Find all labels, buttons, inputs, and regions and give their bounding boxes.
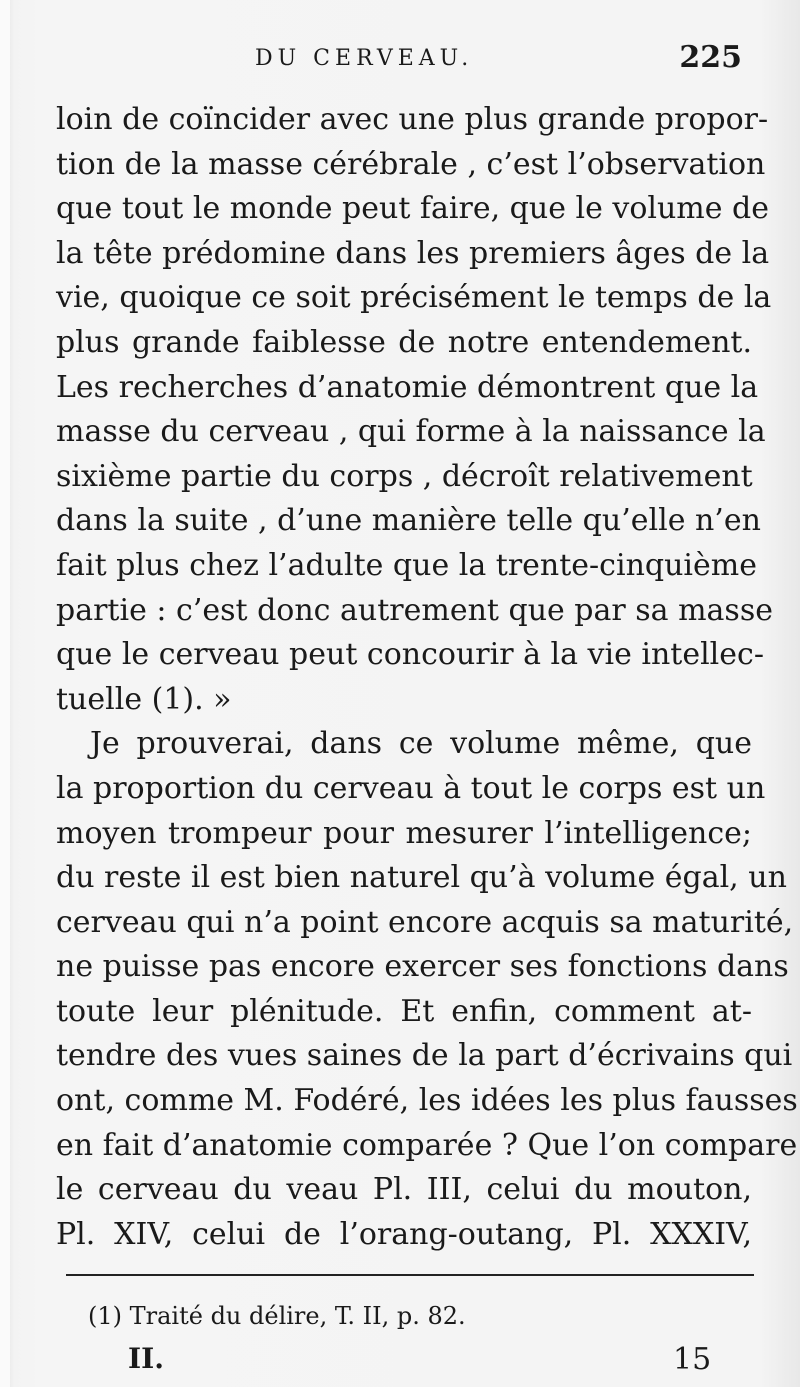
footnote: (1) Traité du délire, T. II, p. 82.	[88, 1302, 466, 1330]
paragraph-first-line: Je prouverai, dans ce volume même, que	[90, 726, 752, 762]
text-line: en fait d’anatomie comparée ? Que l’on compare	[56, 1127, 798, 1163]
text-line: du reste il est bien naturel qu’à volume égal, un	[56, 860, 787, 896]
page-number: 225	[679, 40, 742, 75]
text-line: tuelle (1). »	[56, 681, 232, 717]
sheet-number: 15	[673, 1342, 712, 1377]
signature-mark: II.	[128, 1342, 164, 1375]
text-line: la tête prédomine dans les premiers âges de la	[56, 235, 770, 271]
text-line: le cerveau du veau Pl. III, celui du mouton,	[56, 1172, 752, 1208]
text-line: ne puisse pas encore exercer ses fonctions dans	[56, 949, 789, 985]
text-line: toute leur plénitude. Et enfin, comment at-	[56, 993, 752, 1029]
text-line: fait plus chez l’adulte que la trente-cinquième	[56, 547, 757, 583]
text-line: plus grande faiblesse de notre entendement.	[56, 324, 752, 360]
text-line: tendre des vues saines de la part d’écrivains qui	[56, 1038, 793, 1074]
text-line: ont, comme M. Fodéré, les idées les plus fausses	[56, 1083, 798, 1119]
text-line: sixième partie du corps , décroît relativement	[56, 458, 753, 494]
text-line: cerveau qui n’a point encore acquis sa maturité,	[56, 904, 794, 940]
text-line: Pl. XIV, celui de l’orang-outang, Pl. XXXIV,	[56, 1216, 752, 1252]
page-header	[60, 40, 750, 80]
text-line: la proportion du cerveau à tout le corps est un	[56, 770, 766, 806]
text-line: vie, quoique ce soit précisément le temps de la	[56, 280, 772, 316]
body-text	[56, 98, 798, 1257]
text-line: que le cerveau peut concourir à la vie intellec-	[56, 637, 764, 673]
text-line: dans la suite , d’une manière telle qu’elle n’en	[56, 503, 761, 539]
text-line: tion de la masse cérébrale , c’est l’observation	[56, 146, 766, 182]
footnote-rule	[66, 1274, 754, 1276]
text-line: masse du cerveau , qui forme à la naissance la	[56, 414, 766, 450]
page-gutter	[0, 0, 10, 1387]
text-line: que tout le monde peut faire, que le volume de	[56, 191, 769, 227]
text-line: Les recherches d’anatomie démontrent que la	[56, 369, 759, 405]
text-line: loin de coïncider avec une plus grande propor-	[56, 102, 769, 137]
text-line: partie : c’est donc autrement que par sa masse	[56, 592, 773, 628]
text-line: moyen trompeur pour mesurer l’intelligence;	[56, 815, 752, 851]
running-head: DU CERVEAU.	[255, 46, 474, 71]
